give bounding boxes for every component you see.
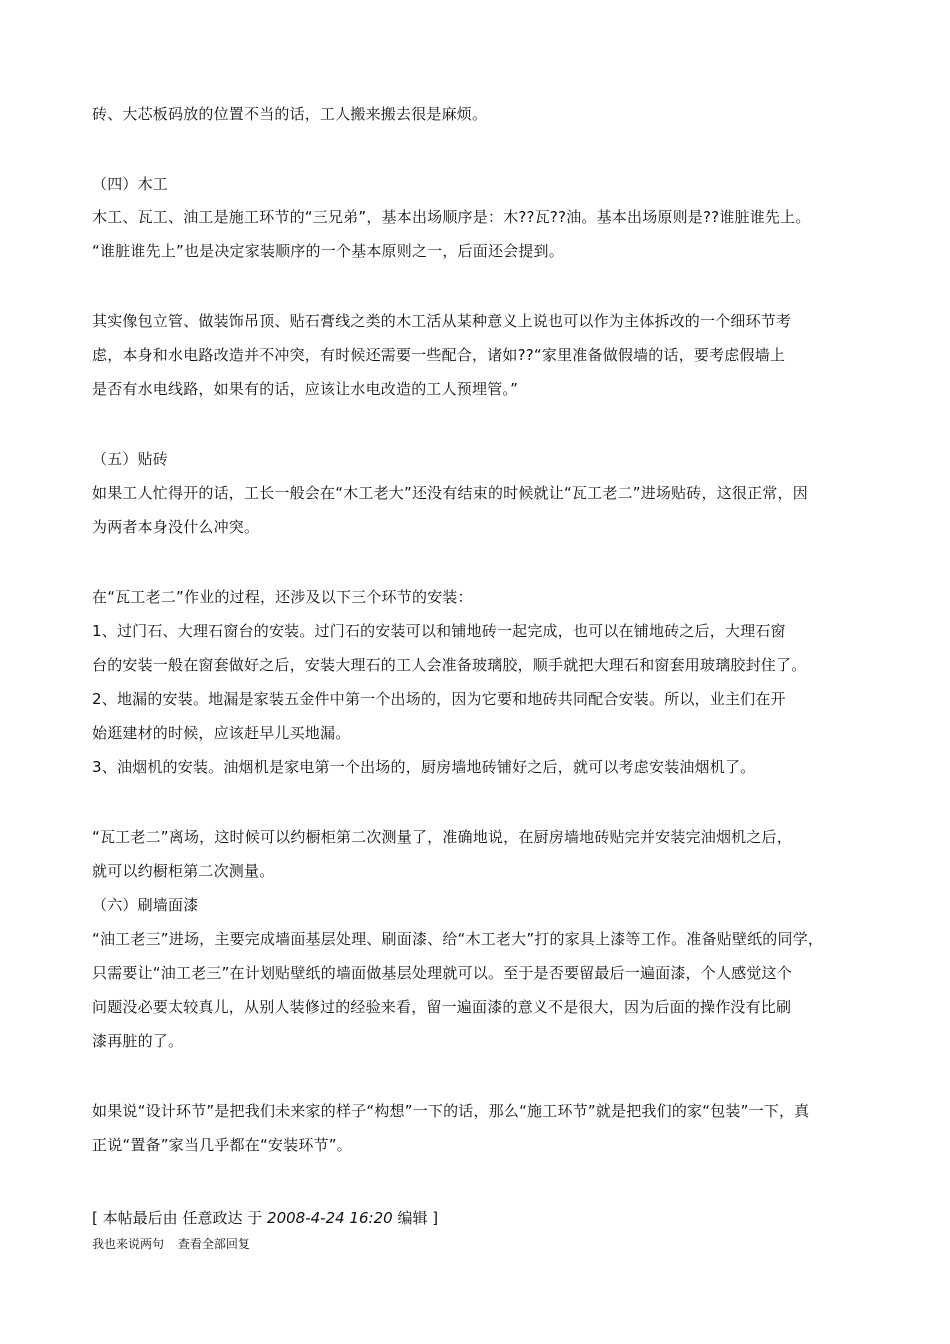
edit-note-at: 于 (247, 1209, 263, 1227)
paragraph-line: 砖、大芯板码放的位置不当的话，工人搬来搬去很是麻烦。 (92, 105, 488, 123)
paragraph-line: “谁脏谁先上”也是决定家装顺序的一个基本原则之一，后面还会提到。 (92, 242, 564, 260)
edit-note (92, 1208, 438, 1228)
paragraph-line: 如果说“设计环节”是把我们未来家的样子“构想”一下的话，那么“施工环节”就是把我们的家“包装”一下，真 (92, 1102, 810, 1120)
reply-link[interactable]: 我也来说两句 (92, 1237, 165, 1251)
footer-links (92, 1236, 260, 1252)
paragraph-line: 只需要让“油工老三”在计划贴壁纸的墙面做基层处理就可以。至于是否要留最后一遍面漆，个人感觉这个 (92, 964, 792, 982)
paragraph-line: 木工、瓦工、油工是施工环节的“三兄弟”，基本出场顺序是：木??瓦??油。基本出场原则是??谁脏谁先上。 (92, 208, 811, 226)
edit-note-suffix: 编辑 (397, 1209, 428, 1227)
paragraph-line: 虑，本身和水电路改造并不冲突，有时候还需要一些配合，诸如??“家里准备做假墙的话，要考虑假墙上 (92, 346, 786, 364)
paragraph-line: “瓦工老二”离场，这时候可以约橱柜第二次测量了，准确地说，在厨房墙地砖贴完并安装完油烟机之后， (92, 828, 792, 846)
paragraph-line: 正说“置备”家当几乎都在“安装环节”。 (92, 1136, 352, 1154)
paragraph-line: 如果工人忙得开的话，工长一般会在“木工老大”还没有结束的时候就让“瓦工老二”进场贴砖，这很正常，因 (92, 484, 808, 502)
paragraph-line: “油工老三”进场，主要完成墙面基层处理、刷面漆、给“木工老大”打的家具上漆等工作。准备贴壁纸的同学， (92, 930, 824, 948)
paragraph-line: 其实像包立管、做装饰吊顶、贴石膏线之类的木工活从某种意义上说也可以作为主体拆改的一个细环节考 (92, 312, 792, 330)
edit-note-close-bracket: ] (432, 1209, 439, 1227)
paragraph-line: 为两者本身没什么冲突。 (92, 518, 260, 536)
edit-note-prefix: 本帖最后由 (102, 1209, 178, 1227)
list-item: 3、油烟机的安装。油烟机是家电第一个出场的，厨房墙地砖铺好之后，就可以考虑安装油烟机了。 (92, 758, 756, 776)
section-heading-painting: （六）刷墙面漆 (92, 896, 199, 914)
section-heading-woodwork: （四）木工 (92, 175, 169, 193)
paragraph-line: 漆再脏的了。 (92, 1032, 184, 1050)
paragraph-line: 是否有水电线路，如果有的话，应该让水电改造的工人预埋管。” (92, 380, 519, 398)
edit-note-open-bracket: [ (92, 1209, 98, 1227)
paragraph-line: 就可以约橱柜第二次测量。 (92, 862, 275, 880)
paragraph-line: 问题没必要太较真儿，从别人装修过的经验来看，留一遍面漆的意义不是很大，因为后面的操作没有比刷 (92, 998, 792, 1016)
paragraph-line: 在“瓦工老二”作业的过程，还涉及以下三个环节的安装： (92, 588, 473, 606)
list-item: 2、地漏的安装。地漏是家装五金件中第一个出场的，因为它要和地砖共同配合安装。所以，业主们在开 (92, 690, 786, 708)
section-heading-tiling: （五）贴砖 (92, 450, 169, 468)
view-all-replies-link[interactable]: 查看全部回复 (177, 1237, 250, 1251)
list-item-continued: 台的安装一般在窗套做好之后，安装大理石的工人会准备玻璃胶，顺手就把大理石和窗套用玻璃胶封住了。 (92, 656, 807, 674)
list-item: 1、过门石、大理石窗台的安装。过门石的安装可以和铺地砖一起完成，也可以在铺地砖之后，大理石窗 (92, 622, 786, 640)
list-item-continued: 始逛建材的时候，应该赶早儿买地漏。 (92, 724, 351, 742)
edit-note-date: 2008-4-24 16:20 (267, 1209, 393, 1227)
edit-note-author: 任意政达 (182, 1209, 243, 1227)
